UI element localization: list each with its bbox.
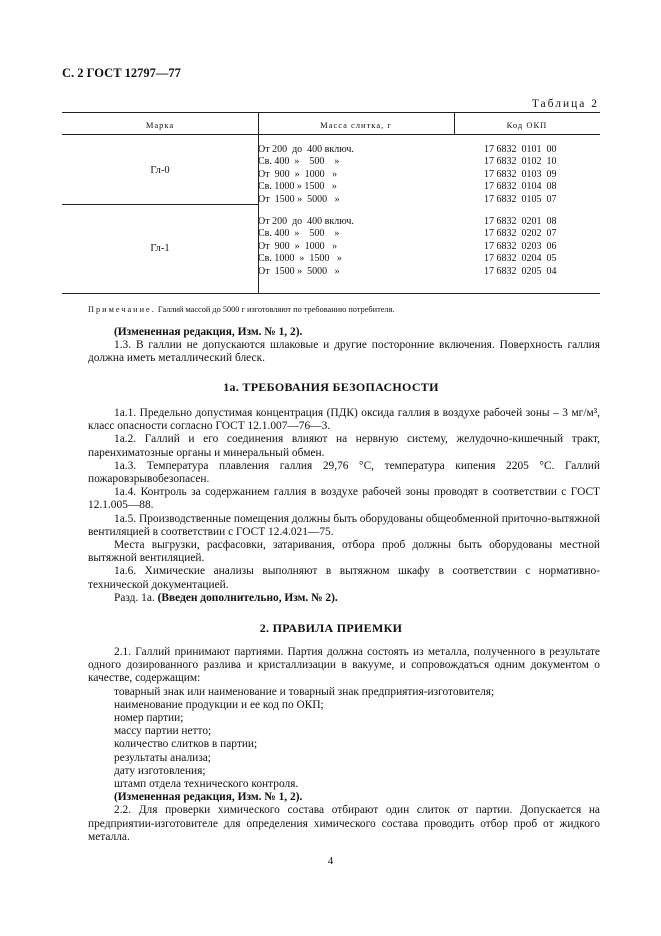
list-item: номер партии; (114, 712, 184, 725)
code-list (484, 144, 557, 206)
paragraph-1a-1: 1а.1. Предельно допустимая концентрация (ПДК) оксида галлия в воздухе рабочей зоны – 3 мг/м³, класс опасности согласно ГОСТ 12.1.007—76—3. (88, 407, 600, 433)
paragraph-1a-6: 1а.6. Химические анализы выполняют в вытяжном шкафу в соответствии с нормативно-технической документацией. (88, 565, 600, 591)
mass-cell: От 1500 » 5000 » (258, 193, 340, 205)
grade-mark: Гл-0 (150, 165, 170, 176)
mass-cell: Св. 400 » 500 » (258, 228, 340, 240)
mass-list (258, 144, 354, 206)
code-cell: 17 6832 0105 07 (484, 193, 557, 205)
list-item: товарный знак или наименование и товарный знак предприятия-изготовителя; (114, 685, 495, 698)
paragraph-2-1: 2.1. Галлий принимают партиями. Партия должна состоять из металла, полученного в результате одного дозированного разлива и кристаллизации в вакууме, и сопровождаться одним документом о качестве, содержащим: (88, 646, 600, 685)
mass-cell: От 1500 » 5000 » (258, 265, 340, 277)
section-title-acceptance: 2. ПРАВИЛА ПРИЕМКИ (259, 621, 403, 635)
mass-cell: Св. 400 » 500 » (258, 156, 340, 168)
section-acceptance-body (88, 646, 600, 844)
list-item: количество слитков в партии; (114, 738, 258, 751)
list-item: массу партии нетто; (114, 725, 212, 738)
code-cell: 17 6832 0203 06 (484, 240, 557, 252)
code-cell: 17 6832 0103 09 (484, 168, 557, 180)
razd-prefix: Разд. 1а. (114, 591, 158, 604)
code-cell: 17 6832 0102 10 (484, 156, 557, 168)
paragraph-1a-4: 1а.4. Контроль за содержанием галлия в воздухе рабочей зоны проводят в соответствии с ГОСТ 12.1.005—88. (88, 486, 600, 512)
table-top-border (62, 112, 600, 113)
column-header-code: Код ОКП (506, 120, 548, 130)
table-note (88, 305, 394, 314)
column-header-mass: Масса слитка, г (320, 120, 392, 130)
section-title-safety: 1а. ТРЕБОВАНИЯ БЕЗОПАСНОСТИ (223, 380, 439, 394)
paragraph-2-2: 2.2. Для проверки химического состава отбирают один слиток от партии. Допускается на предприятии-изготовителе для определения химического состава проводить отбор проб от жидкого металла. (88, 804, 600, 843)
column-header-mark: Марка (145, 120, 175, 130)
block-1 (88, 326, 600, 366)
mass-cell: Св. 1000 » 1500 » (258, 253, 342, 265)
mass-cell: От 900 » 1000 » (258, 168, 338, 180)
section-safety-body (88, 407, 600, 605)
page-number: 4 (327, 855, 334, 867)
code-list (484, 216, 557, 278)
mass-cell: Св. 1000 » 1500 » (258, 181, 337, 193)
mass-cell: От 200 до 400 включ. (258, 216, 354, 227)
code-cell: 17 6832 0201 08 (484, 216, 557, 227)
table-label: Таблица 2 (531, 98, 599, 110)
razd-note: (Введен дополнительно, Изм. № 2). (157, 591, 338, 604)
table-group-divider (62, 204, 258, 205)
list-item: результаты анализа; (114, 751, 211, 764)
list-item: дату изготовления; (114, 764, 206, 777)
list-item: штамп отдела технического контроля. (114, 778, 299, 791)
mass-cell: От 200 до 400 включ. (258, 144, 354, 155)
table-header-border (62, 134, 600, 135)
code-cell: 17 6832 0204 05 (484, 253, 557, 265)
note-text: Галлий массой до 5000 г изготовляют по требованию потребителя. (155, 305, 395, 314)
code-cell: 17 6832 0101 00 (484, 144, 557, 155)
paragraph-1a-3: 1а.3. Температура плавления галлия 29,76 °С, температура кипения 2205 °С. Галлий пожаровзрывобезопасен. (88, 459, 600, 486)
paragraph-1-3: 1.3. В галлии не допускаются шлаковые и другие посторонние включения. Поверхность галлия должна иметь металлический блеск. (88, 339, 600, 365)
code-cell: 17 6832 0104 08 (484, 181, 557, 193)
page-header: С. 2 ГОСТ 12797—77 (62, 66, 181, 80)
grade-mark: Гл-1 (150, 243, 170, 254)
mass-cell: От 900 » 1000 » (258, 240, 338, 252)
mass-list (258, 216, 354, 278)
code-cell: 17 6832 0205 04 (484, 265, 557, 277)
amendment-note: (Измененная редакция, Изм. № 1, 2). (114, 326, 303, 338)
paragraph-1a-2: 1а.2. Галлий и его соединения влияют на нервную систему, желудочно-кишечный тракт, паренхиматозные органы и минеральный обмен. (88, 433, 600, 459)
section-amendment (88, 592, 600, 605)
code-cell: 17 6832 0202 07 (484, 228, 557, 240)
grade-table (62, 112, 600, 294)
table-bottom-border (62, 293, 600, 294)
amendment-note: (Измененная редакция, Изм. № 1, 2). (114, 791, 303, 804)
note-label: Примечание. (88, 305, 156, 314)
paragraph-1a-5: 1а.5. Производственные помещения должны быть оборудованы общеобменной приточно-вытяжной вентиляцией в соответствии с ГОСТ 12.4.021—75. (88, 512, 600, 538)
list-item: наименование продукции и ее код по ОКП; (114, 698, 324, 711)
paragraph-1a-5b: Места выгрузки, расфасовки, затаривания, отбора проб должны быть оборудованы местной вытяжной вентиляцией. (88, 539, 600, 565)
